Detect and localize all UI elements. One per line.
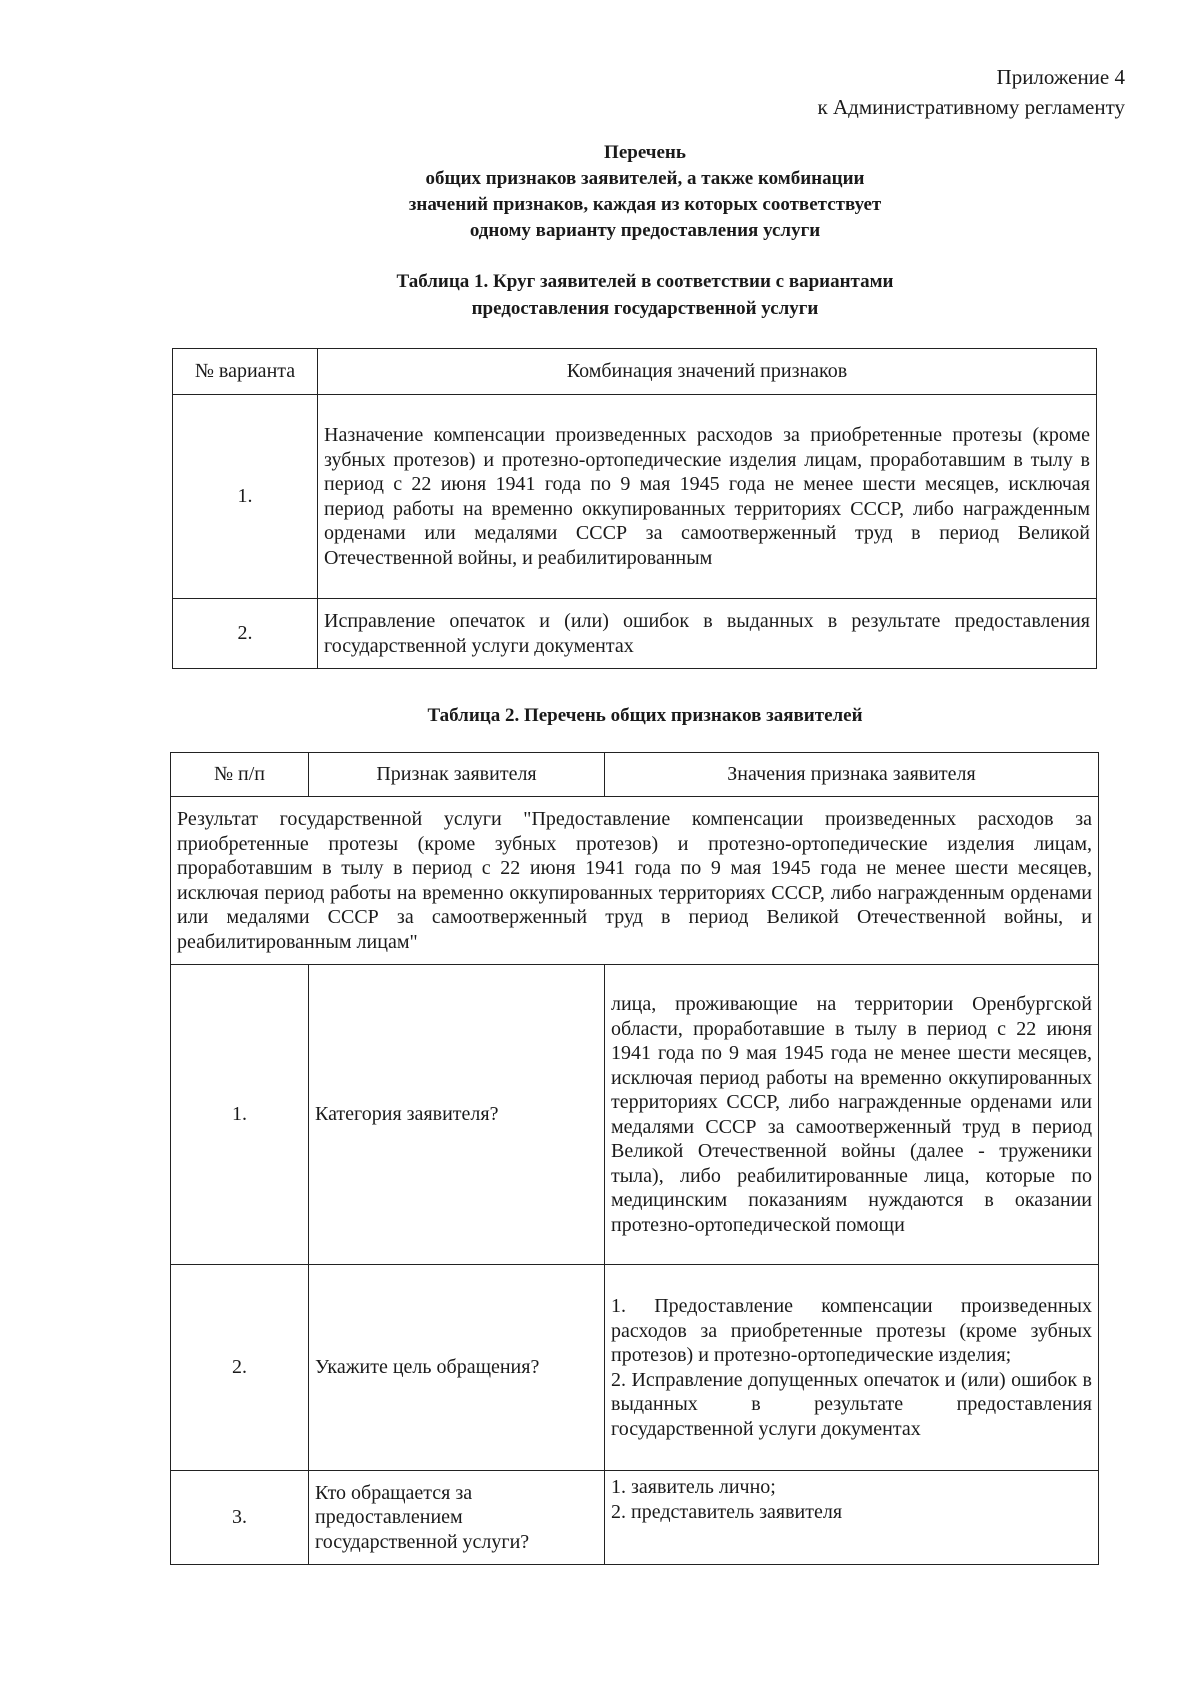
attribute-value xyxy=(605,1471,1099,1565)
attribute-value-line: 2. представитель заявителя xyxy=(611,1500,843,1523)
table-row xyxy=(171,1265,1099,1471)
table2-caption: Таблица 2. Перечень общих признаков заявителей xyxy=(427,705,863,726)
variants-table xyxy=(172,348,1097,669)
attribute-value-line: 1. заявитель лично; xyxy=(611,1476,776,1498)
document-title-line: одному варианту предоставления услуги xyxy=(469,220,821,241)
attribute-name: Кто обращается за предоставлением государственной услуги? xyxy=(309,1471,605,1565)
variant-description: Назначение компенсации произведенных расходов за приобретенные протезы (кроме зубных протезов) и протезно-ортопедические изделия лицам, проработавшим в тылу в период с 22 июня 1941 года по 9 мая 1945 года не менее шести месяцев, исключая период работы на временно оккупированных территориях СССР, либо награжденным орденами или медалями СССР за самоотверженный труд в период Великой Отечественной войны, и реабилитированным xyxy=(318,395,1097,599)
service-result-text: Результат государственной услуги "Предоставление компенсации произведенных расходов за приобретенные протезы (кроме зубных протезов) и протезно-ортопедические изделия лицам, проработавшим в тылу в период с 22 июня 1941 года по 9 мая 1945 года не менее шести месяцев, исключая период работы на временно оккупированных территориях СССР, либо награжденным орденами или медалями СССР за самоотверженный труд в период Великой Отечественной войны, и реабилитированным лицам" xyxy=(171,797,1099,965)
column-header-combination: Комбинация значений признаков xyxy=(318,349,1097,395)
row-number: 2. xyxy=(171,1265,309,1471)
attribute-name: Категория заявителя? xyxy=(309,965,605,1265)
attribute-value xyxy=(605,1265,1099,1471)
table-header-row xyxy=(173,349,1097,395)
variant-number: 1. xyxy=(173,395,318,599)
result-row xyxy=(171,797,1099,965)
document-title-line: общих признаков заявителей, а также комбинации xyxy=(425,168,865,189)
appendix-number: Приложение 4 xyxy=(996,65,1125,89)
appendix-reference: к Административному регламенту xyxy=(817,95,1125,119)
table-row xyxy=(173,395,1097,599)
attribute-value-line: 2. Исправление допущенных опечаток и (или) ошибок в выданных в результате предоставления государственной услуги документах xyxy=(611,1368,1092,1440)
table1-caption-line: Таблица 1. Круг заявителей в соответствии с вариантами xyxy=(396,271,894,292)
document-title-line: значений признаков, каждая из которых соответствует xyxy=(408,194,882,215)
variant-number: 2. xyxy=(173,599,318,669)
attribute-value-line: 1. Предоставление компенсации произведенных расходов за приобретенные протезы (кроме зубных протезов) и протезно-ортопедические изделия; xyxy=(611,1295,1092,1366)
row-number: 3. xyxy=(171,1471,309,1565)
column-header-variant-number: № варианта xyxy=(173,349,318,395)
attribute-value: лица, проживающие на территории Оренбургской области, проработавшие в тылу в период с 22 июня 1941 года по 9 мая 1945 года не менее шести месяцев, исключая период работы на временно оккупированных территориях СССР, либо награжденные орденами или медалями СССР за самоотверженный труд в период Великой Отечественной войны (далее - труженики тыла), либо реабилитированные лица, которые по медицинским показаниям нуждаются в оказании протезно-ортопедической помощи xyxy=(605,965,1099,1265)
table-row xyxy=(171,1471,1099,1565)
appendix-note xyxy=(818,62,1125,122)
table-row xyxy=(171,965,1099,1265)
attributes-table xyxy=(170,752,1099,1565)
document-title-line: Перечень xyxy=(604,142,686,163)
document-title xyxy=(170,140,1120,244)
table-row xyxy=(173,599,1097,669)
attribute-name: Укажите цель обращения? xyxy=(309,1265,605,1471)
column-header-attribute: Признак заявителя xyxy=(309,753,605,797)
table1-caption-line: предоставления государственной услуги xyxy=(471,298,819,319)
table-header-row xyxy=(171,753,1099,797)
row-number: 1. xyxy=(171,965,309,1265)
column-header-values: Значения признака заявителя xyxy=(605,753,1099,797)
variant-description: Исправление опечаток и (или) ошибок в выданных в результате предоставления государственной услуги документах xyxy=(318,599,1097,669)
column-header-number: № п/п xyxy=(171,753,309,797)
table1-caption xyxy=(170,268,1120,322)
